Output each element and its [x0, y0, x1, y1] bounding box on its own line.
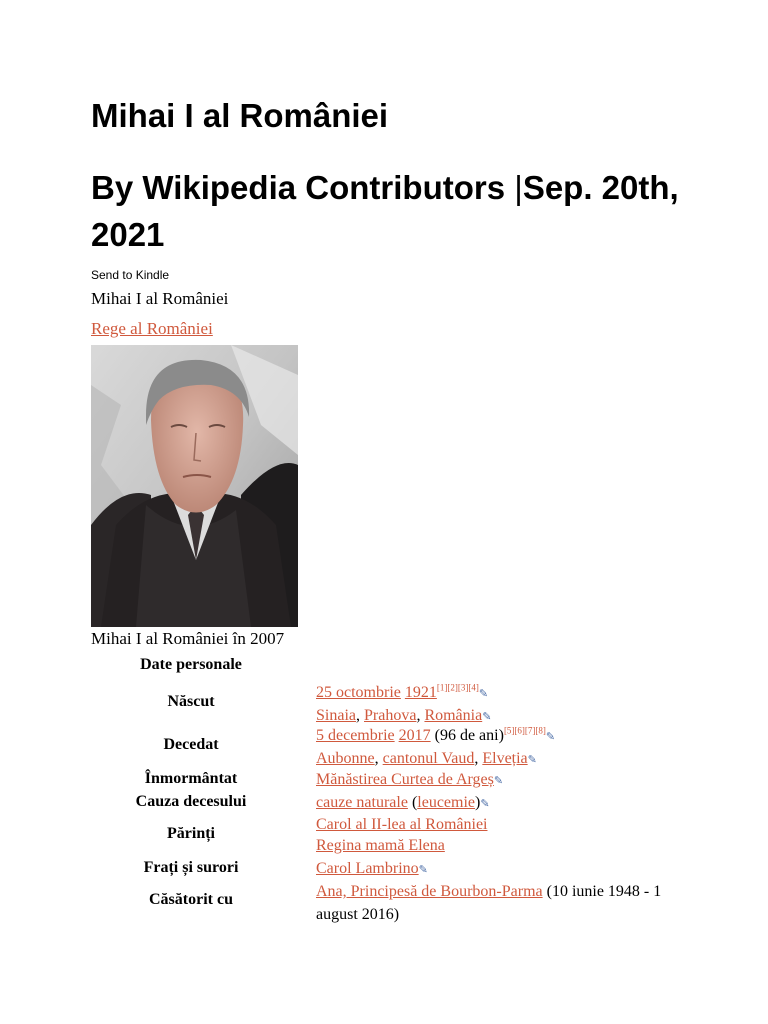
pencil-icon[interactable]: ✎ — [418, 864, 428, 876]
infobox-label: Frați și surori — [143, 859, 239, 876]
pencil-icon[interactable]: ✎ — [527, 754, 537, 766]
cause-link[interactable]: cauze naturale — [316, 794, 408, 811]
marriage-dates: (10 iunie 1948 - 1 august 2016) — [316, 883, 662, 923]
infobox-value: cauze naturale (leucemie)✎ — [316, 794, 490, 811]
infobox-value — [316, 858, 686, 881]
pencil-icon[interactable]: ✎ — [545, 731, 556, 743]
pencil-icon[interactable]: ✎ — [478, 688, 489, 700]
infobox-value: 25 octombrie 1921[1][2][3][4]✎ Sinaia, Prahova, România✎ — [316, 682, 492, 724]
infobox-label: Decedat — [163, 736, 219, 753]
died-age: (96 de ani) — [430, 727, 504, 744]
byline — [91, 164, 691, 258]
infobox-label: Înmormântat — [144, 770, 238, 787]
died-refs[interactable]: [5][6][7][8] — [503, 725, 546, 736]
died-date-link[interactable]: 5 decembrie — [316, 727, 395, 744]
born-country-link[interactable]: România — [424, 707, 483, 724]
born-region-link[interactable]: Prahova — [364, 707, 417, 724]
photo-caption: Mihai I al României în 2007 — [91, 629, 285, 648]
burial-place-link[interactable]: Mănăstirea Curtea de Argeș — [316, 771, 494, 788]
sibling-link[interactable]: Carol Lambrino — [316, 860, 419, 877]
died-region-link[interactable]: cantonul Vaud — [382, 750, 475, 767]
born-year-link[interactable]: 1921 — [404, 684, 437, 701]
born-place-link[interactable]: Sinaia — [316, 707, 356, 724]
pencil-icon[interactable]: ✎ — [482, 711, 492, 723]
infobox-section-header: Date personale — [140, 656, 242, 673]
died-place-link[interactable]: Aubonne — [316, 750, 375, 767]
spouse-link[interactable]: Ana, Principesă de Bourbon-Parma — [316, 883, 543, 900]
infobox-value: 5 decembrie 2017 (96 de ani)[5][6][7][8]✎ Aubonne, cantonul Vaud, Elveția✎ — [316, 725, 556, 767]
infobox-label: Părinți — [167, 825, 215, 842]
infobox-label: Născut — [167, 693, 215, 710]
pencil-icon[interactable]: ✎ — [493, 775, 504, 787]
page-title: Mihai I al României — [91, 97, 389, 134]
subtitle-link[interactable] — [91, 319, 213, 339]
infobox-label: Căsătorit cu — [149, 891, 233, 908]
portrait-image — [91, 345, 298, 627]
infobox-value — [316, 814, 686, 856]
article-name: Mihai I al României — [91, 289, 229, 308]
rege-link[interactable]: Rege al României — [91, 319, 213, 338]
mother-link[interactable]: Regina mamă Elena — [316, 837, 445, 854]
byline-author: By Wikipedia Contributors — [91, 169, 515, 206]
portrait-photo[interactable] — [91, 345, 298, 627]
pencil-icon[interactable]: ✎ — [480, 798, 490, 810]
father-link[interactable]: Carol al II-lea al României — [316, 816, 488, 833]
leukemia-link[interactable]: leucemie — [417, 794, 476, 811]
infobox-value — [316, 880, 676, 926]
infobox-value — [316, 769, 686, 792]
byline-separator: | — [514, 169, 523, 206]
born-refs[interactable]: [1][2][3][4] — [436, 682, 479, 693]
died-year-link[interactable]: 2017 — [398, 727, 431, 744]
byline-date: Sep. 20th, 2021 — [91, 169, 679, 253]
born-date-link[interactable]: 25 octombrie — [316, 684, 401, 701]
infobox-label: Cauza decesului — [135, 793, 247, 810]
died-country-link[interactable]: Elveția — [482, 750, 528, 767]
send-to-kindle-link[interactable]: Send to Kindle — [91, 268, 170, 282]
